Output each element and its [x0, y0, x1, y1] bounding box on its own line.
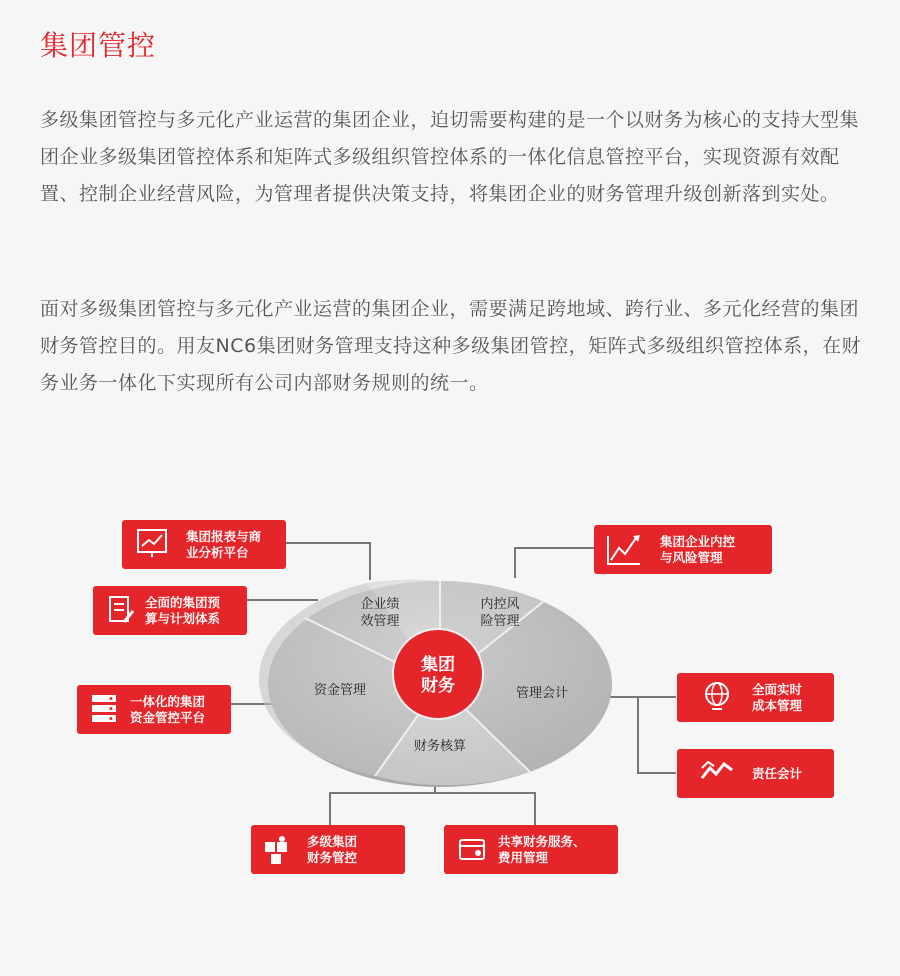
center-label: 集团财务	[421, 655, 455, 696]
group-finance-diagram	[0, 500, 900, 900]
box-group-multilevel	[251, 825, 405, 874]
segment-label-performance: 企业绩效管理	[360, 597, 400, 629]
box-group-internal-control	[594, 525, 772, 574]
intro-paragraph-1: 多级集团管控与多元化产业运营的集团企业，迫切需要构建的是一个以财务为核心的支持大型集团企业多级集团管控体系和矩阵式多级组织管控体系的一体化信息管控平台，实现资源有效配置、控制企业经营风险，为管理者提供决策支持，将集团企业的财务管理升级创新落到实处。	[40, 109, 860, 205]
box-label-shared-services: 共享财务服务、费用管理	[498, 834, 586, 865]
segment-label-treasury: 资金管理	[313, 683, 367, 698]
box-label-reports: 集团报表与商业分析平台	[186, 529, 262, 560]
box-label-budget: 全面的集团预算与计划体系	[145, 595, 221, 626]
box-label-cost: 全面实时成本管理	[752, 682, 803, 713]
page-title: 集团管控	[40, 29, 157, 62]
segment-label-internal-control: 内控风险管理	[480, 597, 520, 629]
box-group-reports	[122, 520, 286, 569]
box-group-cost	[677, 673, 834, 722]
box-group-treasury	[77, 685, 231, 734]
box-group-shared-services	[444, 825, 618, 874]
segment-label-management-accounting: 管理会计	[515, 686, 569, 701]
server-stack-icon	[92, 695, 116, 722]
segment-label-accounting: 财务核算	[413, 739, 467, 754]
intro-paragraph-2: 面对多级集团管控与多元化产业运营的集团企业，需要满足跨地域、跨行业、多元化经营的集团财务管控目的。用友NC6集团财务管理支持这种多级集团管控，矩阵式多级组织管控体系，在财务业务一体化下实现所有公司内部财务规则的统一。	[40, 298, 862, 394]
box-label-responsibility: 责任会计	[752, 766, 803, 781]
box-label-internal-control: 集团企业内控与风险管理	[660, 534, 736, 565]
box-label-treasury: 一体化的集团资金管控平台	[130, 694, 206, 725]
box-group-responsibility	[677, 749, 834, 798]
box-label-multilevel: 多级集团财务管控	[307, 834, 358, 865]
box-group-budget	[93, 586, 247, 635]
